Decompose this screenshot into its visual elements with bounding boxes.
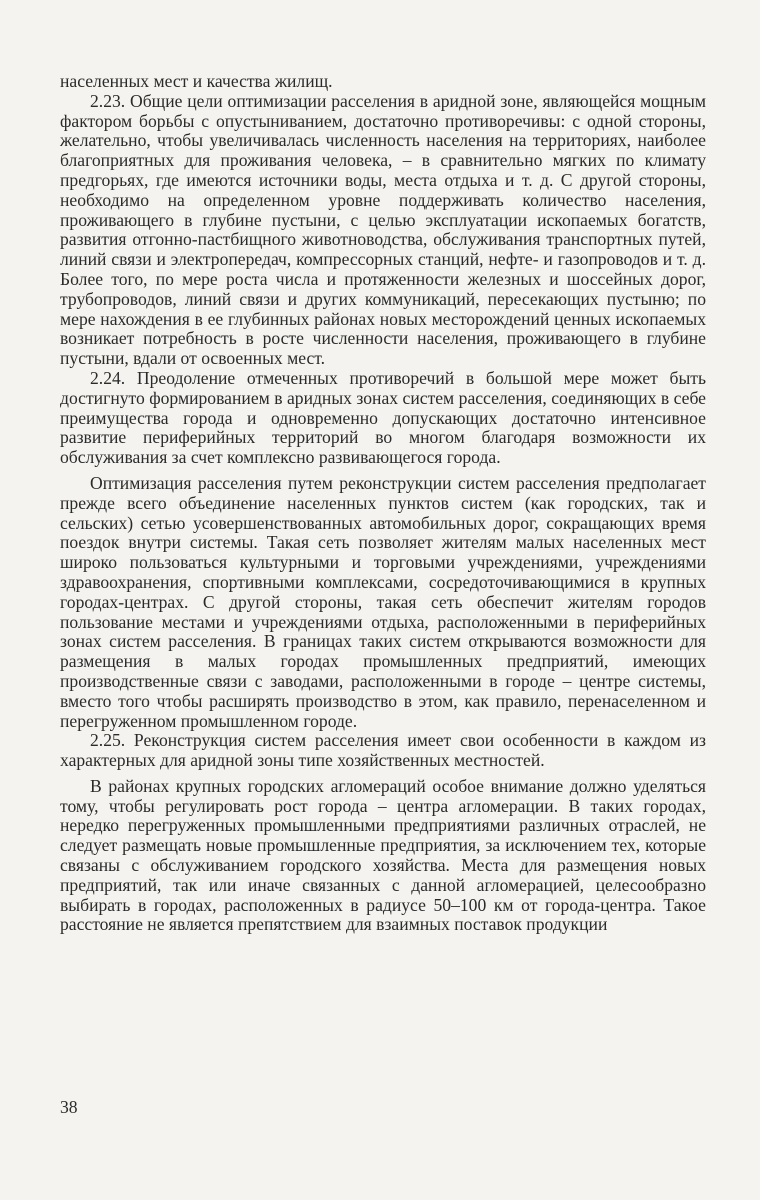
paragraph-2-24: 2.24. Преодоление отмеченных противоречий в большой мере может быть достигнуто формированием в аридных зонах систем расселения, соединяющих в себе преимущества города и одновременно допускающих достаточно интенсивное развитие периферийных территорий во многом благодаря возможности их обслуживания за счет комплексно развивающегося города. [60,367,706,468]
paragraph-agglomerations: В районах крупных городских агломераций особое внимание должно уделяться тому, чтобы регулировать рост города – центра агломерации. В таких городах, нередко перегруженных промышленными предприятиями различных отраслей, не следует размещать новые промышленные предприятия, за исключением тех, которые связаны с обслуживанием городского хозяйства. Места для размещения новых предприятий, так или иначе связанных с данной агломерацией, целесообразно выбирать в городах, расположенных в радиусе 50–100 км от города-центра. Такое расстояние не является препятствием для взаимных поставок продукции [60,775,706,935]
page-text [60,72,706,935]
paragraph-continuation: населенных мест и качества жилищ. [60,71,333,91]
paragraph-2-25: 2.25. Реконструкция систем расселения имеет свои особенности в каждом из характерных для аридной зоны типе хозяйственных местностей. [60,730,706,771]
paragraph-optimization: Оптимизация расселения путем реконструкции систем расселения предполагает прежде всего объединение населенных пунктов систем (как городских, так и сельских) сетью усовершенствованных автомобильных дорог, сокращающих время поездок внутри системы. Такая сеть позволяет жителям малых населенных мест широко пользоваться культурными и торговыми учреждениями, учреждениями здравоохранения, спортивными комплексами, сосредоточивающимися в крупных городах-центрах. С другой стороны, такая сеть обеспечит жителям городов пользование местами и учреждениями отдыха, расположенными в периферийных зонах систем расселения. В границах таких систем открываются возможности для размещения в малых городах промышленных предприятий, имеющих производственные связи с заводами, расположенными в городе – центре системы, вместо того чтобы расширять производство в этом, как правило, перенаселенном и перегруженном промышленном городе. [60,472,706,731]
page-number: 38 [60,1097,78,1117]
paragraph-2-23: 2.23. Общие цели оптимизации расселения в аридной зоне, являющейся мощным фактором борьбы с опустыниванием, достаточно противоречивы: с одной стороны, желательно, чтобы увеличивалась численность населения на территориях, наиболее благоприятных для проживания человека, – в сравнительно мягких по климату предгорьях, где имеются источники воды, места отдыха и т. д. С другой стороны, необходимо на определенном уровне поддерживать количество населения, проживающего в глубине пустыни, с целью эксплуатации ископаемых богатств, развития отгонно-пастбищного животноводства, обслуживания транспортных путей, линий связи и электропередач, компрессорных станций, нефте- и газопроводов и т. д. Более того, по мере роста числа и протяженности железных и шоссейных дорог, трубопроводов, линий связи и других коммуникаций, пересекающих пустыню; по мере нахождения в ее глубинных районах новых месторождений ценных ископаемых возникает потребность в росте численности населения, проживающего в глубине пустыни, вдали от освоенных мест. [60,90,706,369]
